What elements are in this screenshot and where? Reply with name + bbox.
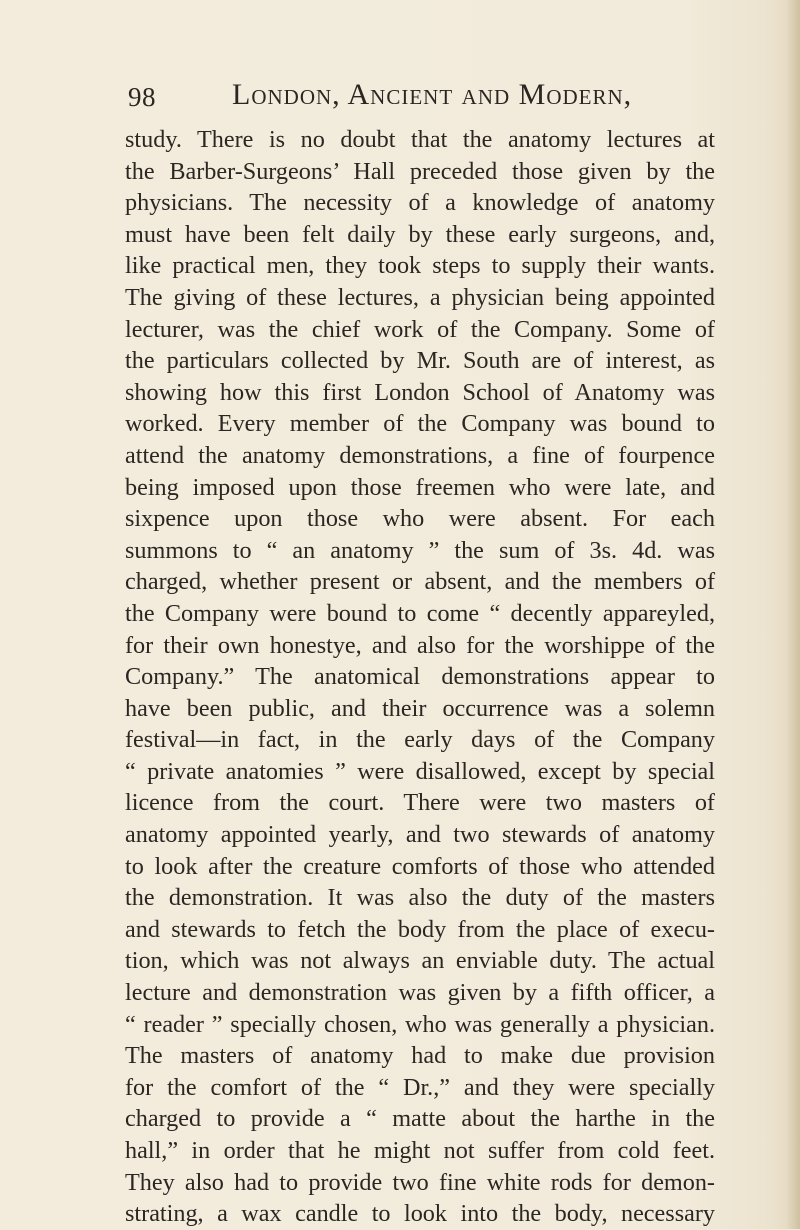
text-line: the particulars collected by Mr. South are of interest, as <box>125 347 715 375</box>
text-line: charged, whether present or absent, and the members of <box>125 568 715 596</box>
body-paragraph <box>125 124 715 1230</box>
text-line: study. There is no doubt that the anatomy lectures at <box>125 126 715 153</box>
text-line: like practical men, they took steps to supply their wants. <box>125 252 715 280</box>
text-line: Company.” The anatomical demonstrations appear to <box>125 663 715 691</box>
text-line: must have been felt daily by these early surgeons, and, <box>125 220 715 248</box>
text-line: licence from the court. There were two masters of <box>125 789 715 817</box>
text-line: tion, which was not always an enviable duty. The actual <box>125 947 715 975</box>
text-line: the demonstration. It was also the duty of the masters <box>125 884 715 912</box>
text-line: and stewards to fetch the body from the place of execu- <box>125 915 715 943</box>
text-line: being imposed upon those freemen who were late, and <box>125 473 715 501</box>
text-line: The masters of anatomy had to make due provision <box>125 1042 715 1070</box>
text-line: “ private anatomies ” were disallowed, except by special <box>125 757 715 785</box>
page-edge-shadow <box>786 0 800 1229</box>
text-line: lecturer, was the chief work of the Company. Some of <box>125 315 715 343</box>
text-line: anatomy appointed yearly, and two stewards of anatomy <box>125 821 715 849</box>
page-number: 98 <box>128 82 156 112</box>
text-line: have been public, and their occurrence was a solemn <box>125 694 715 722</box>
text-line: strating, a wax candle to look into the body, necessary <box>125 1200 715 1228</box>
text-line: the Barber-Surgeons’ Hall preceded those given by the <box>125 157 715 185</box>
text-line: for their own honestye, and also for the worshippe of the <box>125 631 715 659</box>
text-line: showing how this first London School of Anatomy was <box>125 378 715 406</box>
text-line: They also had to provide two fine white rods for demon- <box>125 1168 715 1196</box>
text-line: “ reader ” specially chosen, who was generally a physician. <box>125 1010 715 1038</box>
running-header <box>0 78 800 118</box>
text-line: to look after the creature comforts of those who attended <box>125 852 715 880</box>
text-line: the Company were bound to come “ decently appareyled, <box>125 599 715 627</box>
text-line: festival—in fact, in the early days of the Company <box>125 726 715 754</box>
running-title: London, Ancient and Modern, <box>232 78 633 111</box>
text-line: summons to “ an anatomy ” the sum of 3s. 4d. was <box>125 536 715 564</box>
text-line: lecture and demonstration was given by a fifth officer, a <box>125 979 715 1007</box>
text-line: hall,” in order that he might not suffer from cold feet. <box>125 1137 715 1164</box>
text-line: sixpence upon those who were absent. For each <box>125 505 715 533</box>
text-line: attend the anatomy demonstrations, a fine of fourpence <box>125 441 715 469</box>
text-line: worked. Every member of the Company was bound to <box>125 410 715 438</box>
text-line: The giving of these lectures, a physician being appointed <box>125 283 715 311</box>
text-line: for the comfort of the “ Dr.,” and they were specially <box>125 1073 715 1101</box>
text-line: physicians. The necessity of a knowledge of anatomy <box>125 189 715 217</box>
text-line: charged to provide a “ matte about the harthe in the <box>125 1105 715 1133</box>
